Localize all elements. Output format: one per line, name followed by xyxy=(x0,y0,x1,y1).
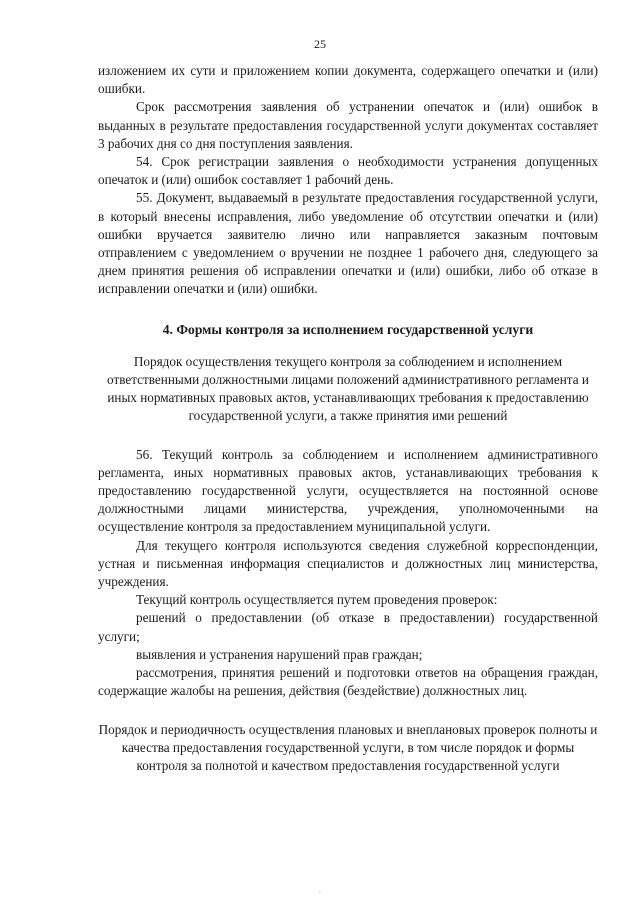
paragraph-check-violations: выявления и устранения нарушений прав граждан; xyxy=(136,646,423,662)
paragraph-review-period: Срок рассмотрения заявления об устранении опечаток и (или) ошибок в выданных в результате предоставления государственной услуги документах составляет 3 рабочих дня со дня поступления заявления. xyxy=(98,99,598,151)
section-title: 4. Формы контроля за исполнением государственной услуги xyxy=(162,321,534,337)
subheading-current-control: Порядок осуществления текущего контроля за соблюдением и исполнением ответственными должностными лицами положений административного регламента и иных нормативных правовых актов, устанавливающих требования к предоставлению государственной услуги, а также принятия ими решений xyxy=(107,353,589,424)
paragraph-56: 56. Текущий контроль за соблюдением и исполнением административного регламента, иных нормативных правовых актов, устанавливающих требования к предоставлению государственной услуги, осуществляется на постоянной основе должностными лицами министерства, учреждения, уполномоченными на осуществление контроля за предоставлением муниципальной услуги. xyxy=(98,446,598,535)
paragraph-check-decisions: решений о предоставлении (об отказе в предоставлении) государственной услуги; xyxy=(98,610,598,644)
footer-mark: · xyxy=(318,888,322,897)
paragraph-55: 55. Документ, выдаваемый в результате предоставления государственной услуги, в который внесены исправления, либо уведомление об отсутствии опечатки и (или) ошибки вручается заявителю лично или направляется заказным почтовым отправлением с уведомлением о вручении не позднее 1 рабочего дня, следующего за днем принятия решения об исправлении опечатки и (или) ошибки, либо об отказе в исправлении опечатки и (или) ошибки. xyxy=(98,190,598,297)
paragraph-check-appeals: рассмотрения, принятия решений и подготовки ответов на обращения граждан, содержащие жалобы на решения, действия (бездействие) должностных лиц. xyxy=(98,665,598,699)
paragraph-checks-intro: Текущий контроль осуществляется путем проведения проверок: xyxy=(136,592,498,608)
paragraph-control-sources: Для текущего контроля используются сведения служебной корреспонденции, устная и письменная информация специалистов и должностных лиц министерства, учреждения. xyxy=(98,537,598,590)
paragraph-continuation: изложением их сути и приложением копии документа, содержащего опечатки и (или) ошибки. xyxy=(98,63,598,97)
document-body xyxy=(98,62,598,775)
page-number: 25 xyxy=(314,37,326,51)
subheading-planned-checks: Порядок и периодичность осуществления плановых и внеплановых проверок полноты и качества предоставления государственной услуги, в том числе порядок и формы контроля за полнотой и качеством предоставления государственной услуги xyxy=(98,721,598,773)
paragraph-54: 54. Срок регистрации заявления о необходимости устранения допущенных опечаток и (или) ошибок составляет 1 рабочий день. xyxy=(98,154,598,188)
